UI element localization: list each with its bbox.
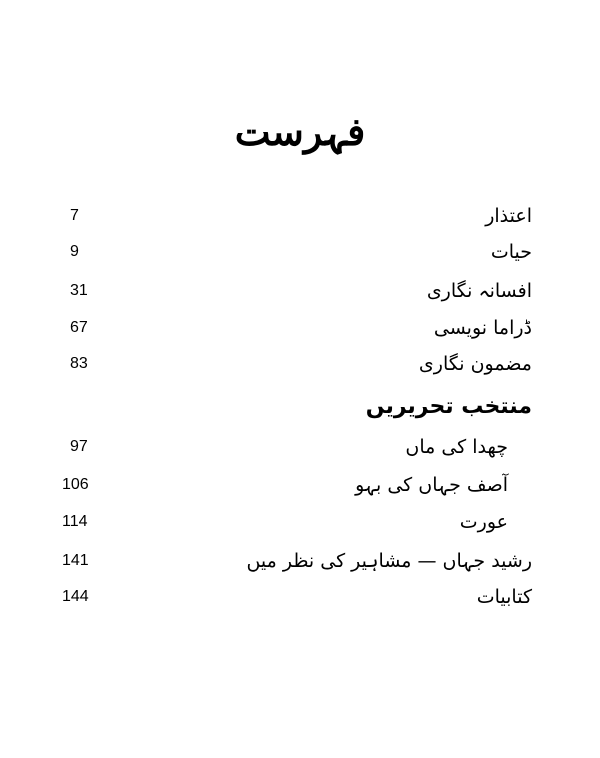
toc-page-number: 83 xyxy=(70,355,88,372)
toc-entry-label: آصف جہاں کی بہو xyxy=(355,474,508,496)
toc-entry-label: ڈراما نویسی xyxy=(433,317,532,339)
toc-page-number: 144 xyxy=(62,588,89,605)
toc-entry-label: مضمون نگاری xyxy=(418,353,532,375)
toc-entry-label: کتابیات xyxy=(476,586,532,608)
toc-row xyxy=(0,470,600,500)
toc-page-number: 106 xyxy=(62,476,89,493)
toc-row xyxy=(0,582,600,612)
toc-page-number: 67 xyxy=(70,319,88,336)
toc-page-number: 31 xyxy=(70,282,88,299)
toc-page-number: 9 xyxy=(70,243,79,260)
toc-entry-label: حیات xyxy=(490,241,532,263)
toc-row xyxy=(0,349,600,379)
toc-entry-label: اعتذار xyxy=(485,205,532,227)
toc-row xyxy=(0,237,600,267)
toc-page-number: 7 xyxy=(70,207,79,224)
toc-page-number: 114 xyxy=(62,513,88,530)
toc-entry-label: رشید جہاں — مشاہیر کی نظر میں xyxy=(246,550,532,572)
toc-row xyxy=(0,313,600,343)
toc-entry-label: چھدا کی ماں xyxy=(405,436,508,458)
toc-section-heading-row xyxy=(0,392,600,422)
toc-row xyxy=(0,507,600,537)
toc-row xyxy=(0,546,600,576)
toc-row xyxy=(0,432,600,462)
toc-section-heading: منتخب تحریریں xyxy=(365,394,532,419)
toc-page-number: 97 xyxy=(70,438,88,455)
toc-row xyxy=(0,201,600,231)
toc-page-number: 141 xyxy=(62,552,89,569)
toc-row xyxy=(0,276,600,306)
page-title: فہرست xyxy=(234,109,366,154)
toc-entry-label: افسانہ نگاری xyxy=(426,280,532,302)
toc-entry-label: عورت xyxy=(459,511,508,533)
